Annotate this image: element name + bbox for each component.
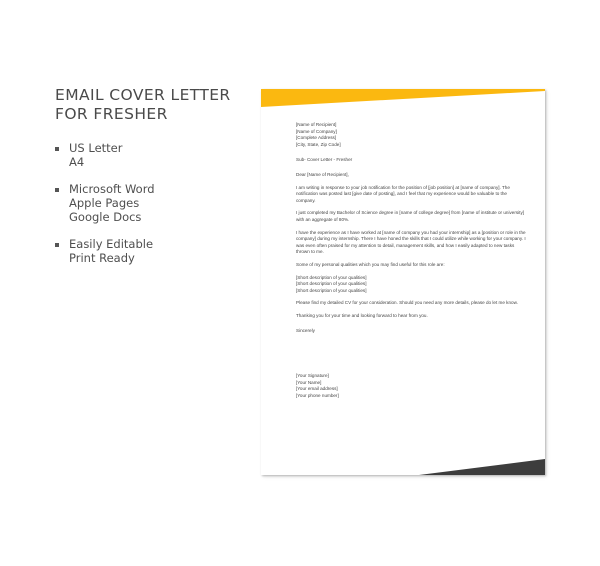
page-title <box>55 86 231 124</box>
letter-paragraph: Some of my personal qualities which you may find useful for this role are: <box>296 261 445 267</box>
feature-group-qualities <box>55 237 155 265</box>
feature-list <box>55 141 155 278</box>
feature-item: Apple Pages <box>69 196 140 210</box>
feature-item: A4 <box>69 155 85 169</box>
dark-corner-shape <box>261 457 545 475</box>
feature-item: Google Docs <box>69 210 142 224</box>
bullet-icon <box>55 243 59 247</box>
feature-item: Microsoft Word <box>69 182 155 196</box>
letter-paragraph: Thanking you for your time and looking forward to hear from you. <box>296 312 428 318</box>
title-line-1: EMAIL COVER LETTER <box>55 86 231 104</box>
letter-closing: Sincerely <box>296 328 315 334</box>
feature-item: Print Ready <box>69 251 135 265</box>
letter-paragraph: I just completed my Bachelor of Science degree in [name of college degree] from [name of institute or university] with an aggregate of 80%. <box>296 210 525 222</box>
feature-group-formats <box>55 141 155 169</box>
letter-preview-page <box>261 89 545 475</box>
feature-item: Easily Editable <box>69 237 154 251</box>
yellow-banner-shape <box>261 89 545 109</box>
letter-body <box>296 122 526 405</box>
letter-paragraph: I have the experience as I have worked at [name of company you had your internship] as a [position or role in the company] during my internship. There I have honed the skills that I could utilize while working for your company. I was even often praised for my attention to detail, management skills, and how I easily adapted to new tasks thrown to me. <box>296 229 526 255</box>
signature-block: [Your Signature] [Your Name] [Your email address] [Your phone number] <box>296 373 339 398</box>
letter-paragraph: I am writing in response to your job notification for the position of [job position] at [name of company]. The notification was posted last [give date of posting], and I feel that my experience would be valuable to the company. <box>296 184 510 203</box>
letter-paragraph: Please find my detailed CV for your consideration. Should you need any more details, please do let me know. <box>296 300 518 306</box>
feature-group-apps <box>55 182 155 224</box>
qualities-list: [Short description of your qualities] [Short description of your qualities] [Short description of your qualities] <box>296 274 367 293</box>
letter-salutation: Dear [Name of Recipient], <box>296 171 349 177</box>
bullet-icon <box>55 147 59 151</box>
bullet-icon <box>55 188 59 192</box>
title-line-2: FOR FRESHER <box>55 105 168 123</box>
letter-subject: Sub- Cover Letter - Fresher <box>296 157 353 163</box>
recipient-address: [Name of Recipient] [Name of Company] [Complete Address] [City, State, Zip Code] <box>296 122 341 147</box>
feature-item: US Letter <box>69 141 123 155</box>
